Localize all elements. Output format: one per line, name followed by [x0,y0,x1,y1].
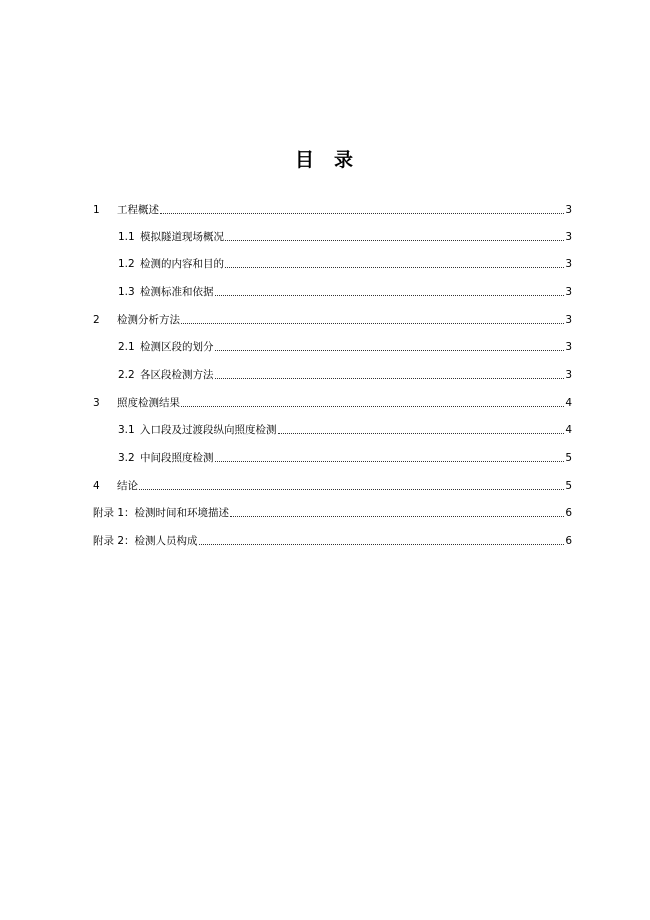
toc-entry[interactable] [93,390,572,410]
toc-entry-number: 2.1 [118,341,135,353]
toc-leader [215,349,565,351]
toc-entry-label: 附录 1：检测时间和环境描述 [93,507,230,519]
toc-entry-label: 工程概述 [117,204,159,216]
toc-leader [230,515,564,517]
toc-entry-number: 3 [93,397,100,409]
toc-entry-page: 3 [565,314,572,326]
toc-entry-label: 照度检测结果 [117,397,180,409]
toc-entry-number: 1 [93,204,100,216]
toc-entry-label: 检测标准和依据 [140,286,214,298]
toc-entry-page: 6 [565,535,572,547]
toc-leader [160,212,564,214]
toc-entry-page: 5 [565,452,572,464]
toc-entry-number: 4 [93,480,100,492]
toc-entry-number: 1.1 [118,231,135,243]
toc-entry-number: 3.2 [118,452,135,464]
toc-entry-label: 各区段检测方法 [140,369,214,381]
toc-entry-label: 检测区段的划分 [140,341,214,353]
toc-leader [215,460,565,462]
toc-entry-label: 检测分析方法 [117,314,180,326]
toc-entry-label: 中间段照度检测 [140,452,214,464]
toc-entry[interactable] [118,224,572,244]
toc-appendix-entry[interactable] [93,528,572,548]
toc-entry-page: 6 [565,507,572,519]
toc-entry-number: 1.3 [118,286,135,298]
toc-entry-page: 3 [565,341,572,353]
title-char-2: 录 [334,149,356,171]
toc-entry-label: 模拟隧道现场概况 [140,231,224,243]
toc-entry-page: 3 [565,369,572,381]
toc-entry-label: 入口段及过渡段纵向照度检测 [140,424,277,436]
toc-entry[interactable] [93,307,572,327]
toc-entry-label: 结论 [117,480,138,492]
toc-entry[interactable] [118,362,572,382]
title-char-1: 目 [294,149,316,171]
toc-entry-page: 3 [565,231,572,243]
toc-leader [139,488,564,490]
toc-leader [225,266,564,268]
toc-entry[interactable] [118,279,572,299]
toc-entry-label: 附录 2：检测人员构成 [93,535,198,547]
toc-entry[interactable] [118,417,572,437]
toc-entry-page: 4 [565,424,572,436]
toc-leader [278,432,565,434]
page-title [0,145,650,172]
toc-entry[interactable] [93,197,572,217]
toc-entry[interactable] [93,473,572,493]
toc-entry-number: 1.2 [118,258,135,270]
toc-leader [215,377,565,379]
toc-entry-number: 2.2 [118,369,135,381]
toc-leader [199,543,565,545]
toc-entry[interactable] [118,334,572,354]
toc-entry-page: 4 [565,397,572,409]
toc-appendix-entry[interactable] [93,500,572,520]
toc-entry-number: 3.1 [118,424,135,436]
toc-entry[interactable] [118,445,572,465]
toc-leader [181,322,564,324]
toc-entry-number: 2 [93,314,100,326]
toc-entry-label: 检测的内容和目的 [140,258,224,270]
toc-entry-page: 3 [565,286,572,298]
toc-entry-page: 3 [565,258,572,270]
toc-leader [181,405,564,407]
toc-leader [215,294,565,296]
toc-entry-page: 3 [565,204,572,216]
toc-entry-page: 5 [565,480,572,492]
toc-leader [225,239,564,241]
toc-entry[interactable] [118,251,572,271]
